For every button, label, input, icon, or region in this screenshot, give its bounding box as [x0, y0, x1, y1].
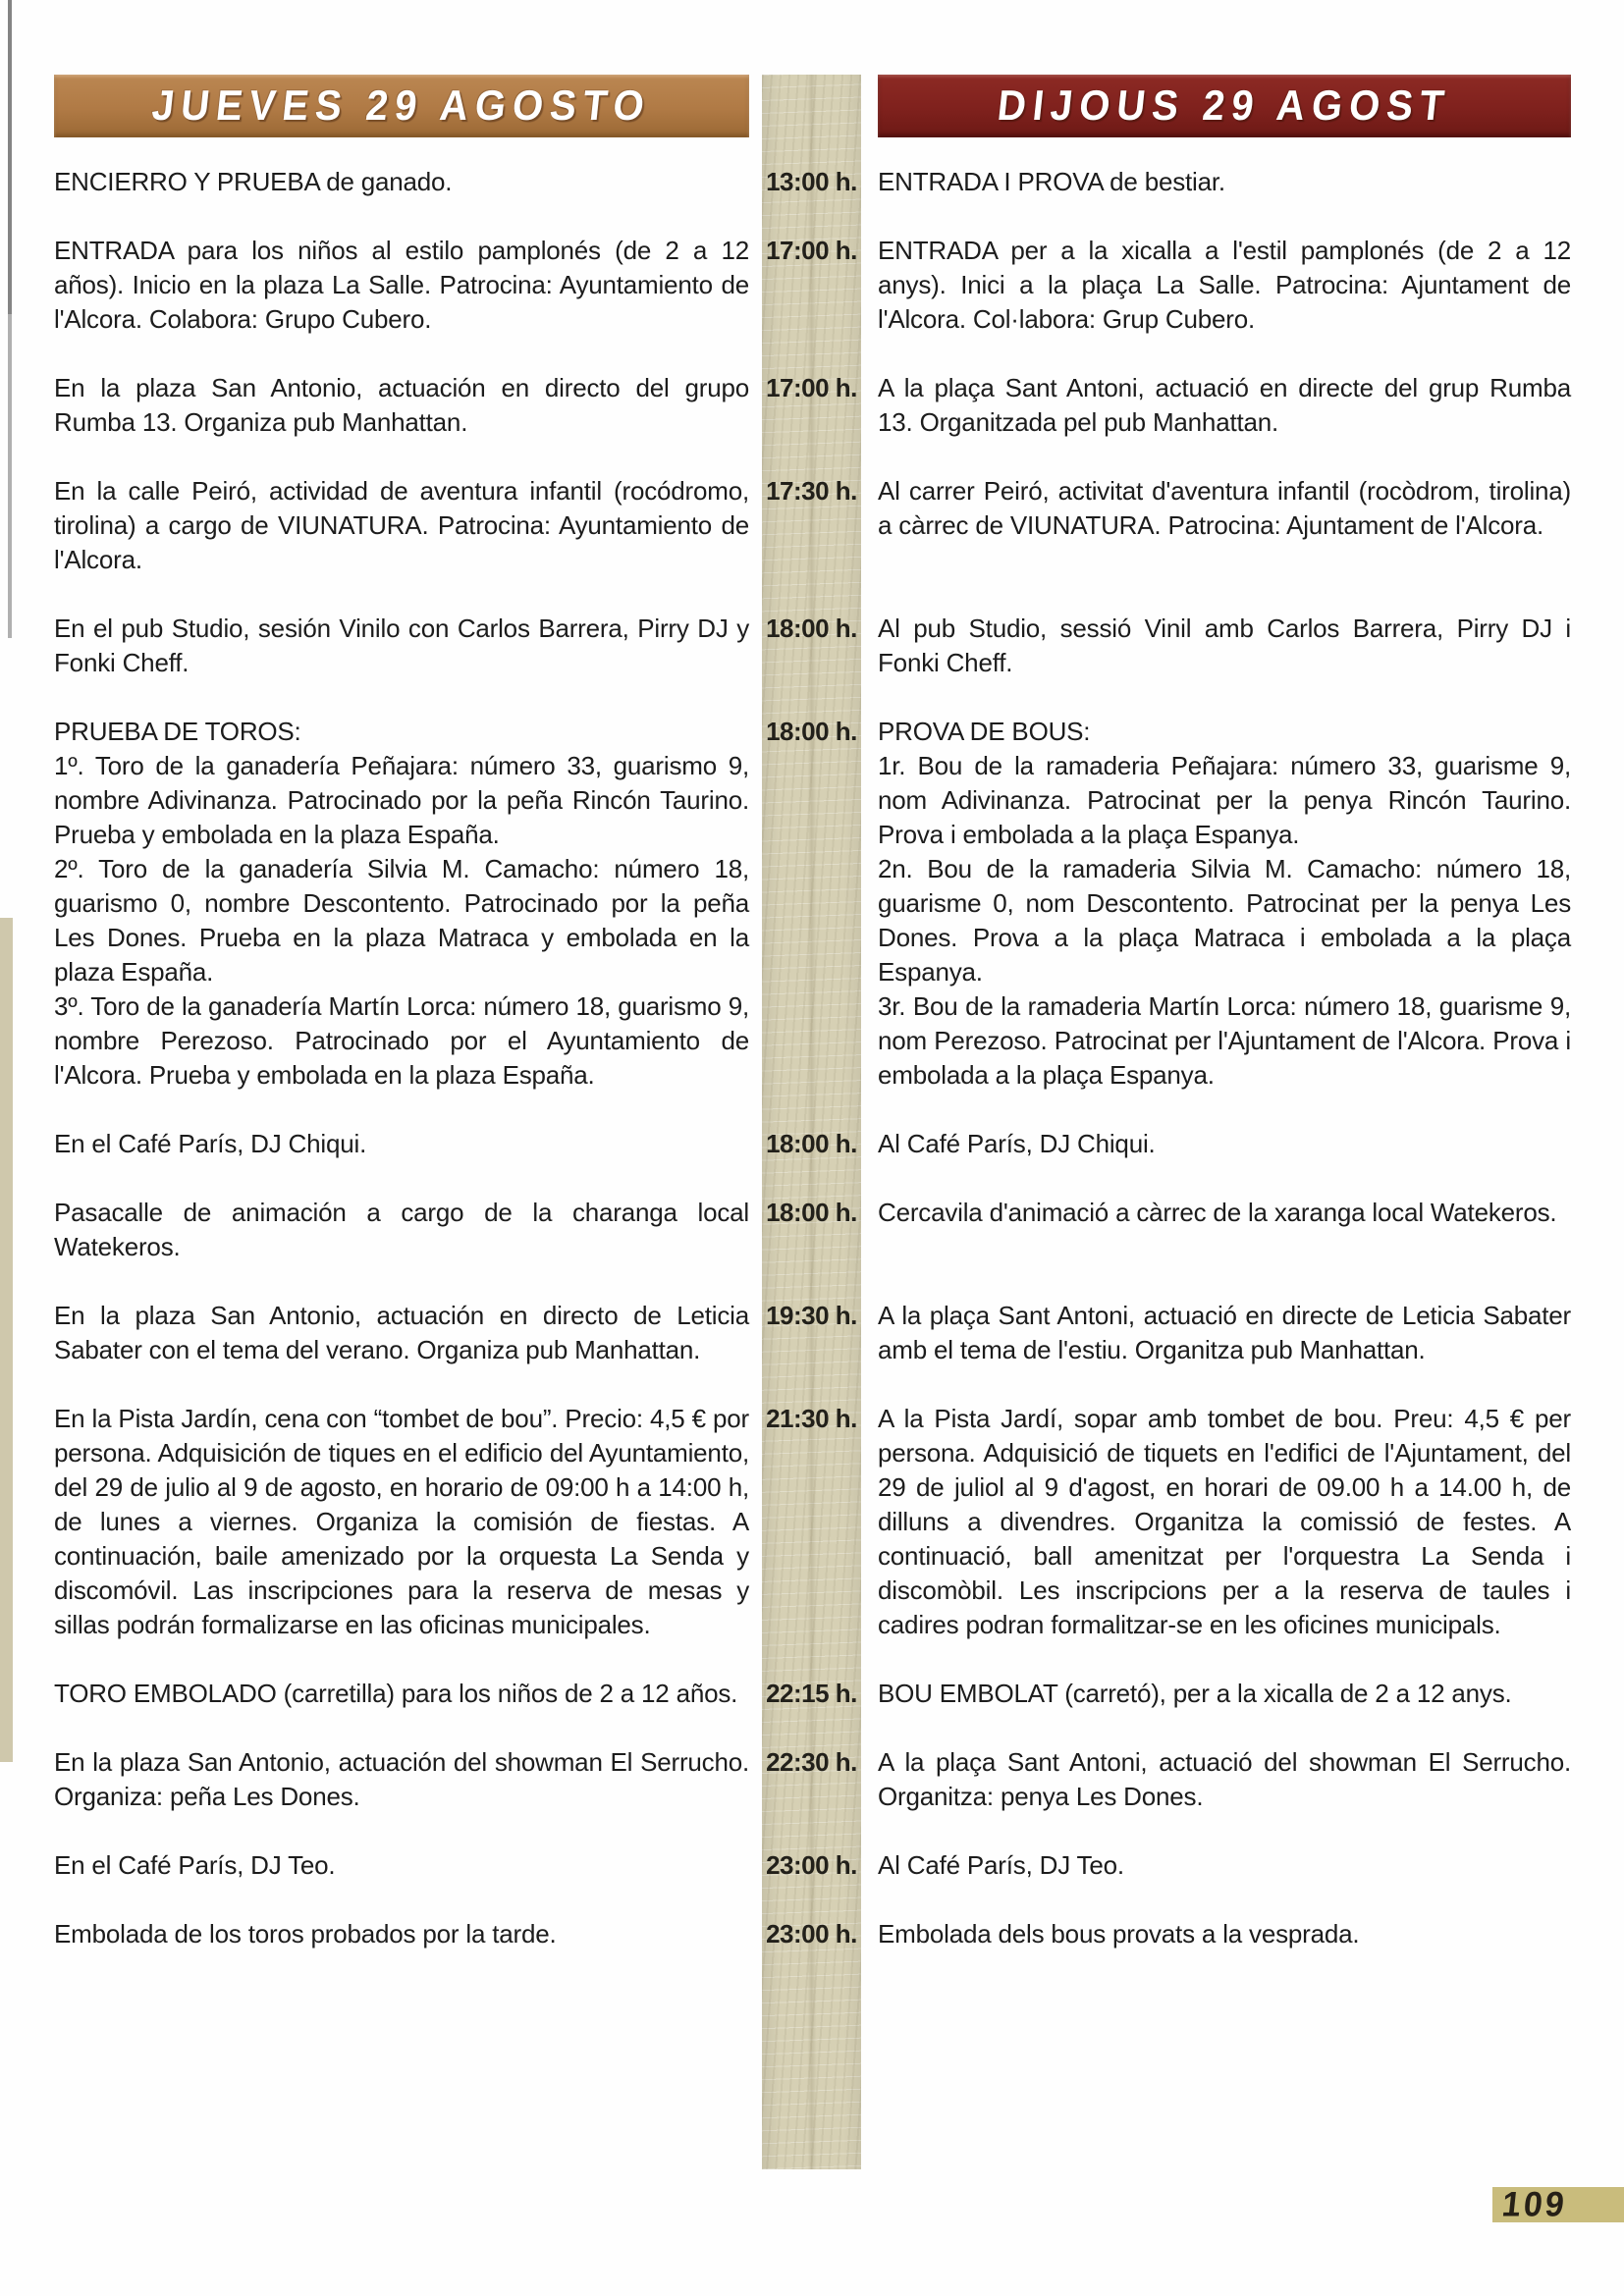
- header-banner-spanish: [54, 75, 749, 137]
- event-text-va: Al Café París, DJ Chiqui.: [878, 1129, 1156, 1158]
- page-number: 109: [1499, 2185, 1569, 2224]
- event-time: 17:30 h.: [766, 476, 857, 506]
- event-text-es: En la plaza San Antonio, actuación en directo del grupo Rumba 13. Organiza pub Manhattan.: [54, 373, 749, 437]
- event-text-va: ENTRADA per a la xicalla a l'estil pamplonés (de 2 a 12 anys). Inici a la plaça La Salle. Patrocina: Ajuntament de l'Alcora. Col·labora: Grup Cubero.: [878, 236, 1571, 334]
- event-text-es: En el Café París, DJ Teo.: [54, 1850, 336, 1880]
- event-time: 17:00 h.: [766, 373, 857, 402]
- event-text-es: ENTRADA para los niños al estilo pamplonés (de 2 a 12 años). Inicio en la plaza La Salle. Patrocina: Ayuntamiento de l'Alcora. Colabora: Grupo Cubero.: [54, 236, 749, 334]
- scan-edge-artifact: [8, 314, 12, 638]
- event-time: 23:00 h.: [766, 1919, 857, 1949]
- event-time: 22:30 h.: [766, 1747, 857, 1777]
- event-text-va: PROVA DE BOUS:: [878, 717, 1091, 746]
- event-text-es: En la plaza San Antonio, actuación en directo de Leticia Sabater con el tema del verano. Organiza pub Manhattan.: [54, 1301, 749, 1364]
- event-text-va: Embolada dels bous provats a la vesprada.: [878, 1919, 1360, 1949]
- event-text-va: A la plaça Sant Antoni, actuació del showman El Serrucho. Organitza: penya Les Dones.: [878, 1747, 1571, 1811]
- event-text-es: PRUEBA DE TOROS:: [54, 717, 301, 746]
- event-text-es: En la plaza San Antonio, actuación del showman El Serrucho. Organiza: peña Les Dones.: [54, 1747, 749, 1811]
- event-time: [762, 749, 861, 852]
- event-time: 21:30 h.: [766, 1404, 857, 1433]
- event-time: 18:00 h.: [766, 717, 857, 746]
- event-text-es: Embolada de los toros probados por la tarde.: [54, 1919, 557, 1949]
- event-time: 18:00 h.: [766, 614, 857, 643]
- event-time: 19:30 h.: [766, 1301, 857, 1330]
- event-time: 22:15 h.: [766, 1679, 857, 1708]
- event-text-es: ENCIERRO Y PRUEBA de ganado.: [54, 167, 453, 196]
- header-banner-valencian: [878, 75, 1571, 137]
- schedule-grid: [54, 75, 1571, 1986]
- event-time: 17:00 h.: [766, 236, 857, 265]
- event-text-es: En la calle Peiró, actividad de aventura infantil (rocódromo, tirolina) a cargo de VIUNATURA. Patrocina: Ayuntamiento de l'Alcora.: [54, 476, 749, 574]
- event-time: 23:00 h.: [766, 1850, 857, 1880]
- header-gap: [749, 75, 878, 137]
- event-text-va: Al Café París, DJ Teo.: [878, 1850, 1124, 1880]
- event-text-va: 1r. Bou de la ramaderia Peñajara: número 33, guarisme 9, nom Adivinanza. Patrocinat per la penya Rincón Taurino. Prova i embolada a la plaça Espanya.: [878, 751, 1571, 849]
- event-text-es: En el pub Studio, sesión Vinilo con Carlos Barrera, Pirry DJ y Fonki Cheff.: [54, 614, 749, 677]
- event-time: 18:00 h.: [766, 1129, 857, 1158]
- event-text-va: A la plaça Sant Antoni, actuació en directe de Leticia Sabater amb el tema de l'estiu. Organitza pub Manhattan.: [878, 1301, 1571, 1364]
- event-text-es: En el Café París, DJ Chiqui.: [54, 1129, 367, 1158]
- event-text-es: TORO EMBOLADO (carretilla) para los niños de 2 a 12 años.: [54, 1679, 738, 1708]
- event-text-va: 3r. Bou de la ramaderia Martín Lorca: número 18, guarisme 9, nom Perezoso. Patrocinat per l'Ajuntament de l'Alcora. Prova i embolada a la plaça Espanya.: [878, 991, 1571, 1090]
- event-text-va: BOU EMBOLAT (carretó), per a la xicalla de 2 a 12 anys.: [878, 1679, 1512, 1708]
- event-time: [762, 852, 861, 989]
- page-number-badge: [1492, 2187, 1624, 2222]
- event-time: [762, 989, 861, 1127]
- event-text-es: 1º. Toro de la ganadería Peñajara: número 33, guarismo 9, nombre Adivinanza. Patrocinado por la peña Rincón Taurino. Prueba y embolada en la plaza España.: [54, 751, 749, 849]
- event-text-va: 2n. Bou de la ramaderia Silvia M. Camacho: número 18, guarisme 0, nom Descontento. Patrocinat per la penya Les Dones. Prova a la plaça Matraca i embolada a la plaça Espanya.: [878, 854, 1571, 987]
- event-text-es: 3º. Toro de la ganadería Martín Lorca: número 18, guarismo 9, nombre Perezoso. Patrocinado por el Ayuntamiento de l'Alcora. Prueba y embolada en la plaza España.: [54, 991, 749, 1090]
- header-title-spanish: JUEVES 29 AGOSTO: [149, 81, 654, 130]
- event-text-va: Al carrer Peiró, activitat d'aventura infantil (rocòdrom, tirolina) a càrrec de VIUNATURA. Patrocina: Ajuntament de l'Alcora.: [878, 476, 1571, 540]
- event-time: 18:00 h.: [766, 1198, 857, 1227]
- event-text-va: A la plaça Sant Antoni, actuació en directe del grup Rumba 13. Organitzada pel pub Manhattan.: [878, 373, 1571, 437]
- event-text-es: En la Pista Jardín, cena con “tombet de bou”. Precio: 4,5 € por persona. Adquisición de tiques en el edificio del Ayuntamiento, del 29 de julio al 9 de agosto, en horario de 09:00 h a 14:00 h, de lunes a viernes. Organiza la comisión de fiestas. A continuación, baile amenizado por la orquesta La Senda y discomóvil. Las inscripciones para la reserva de mesas y sillas podrán formalizarse en las oficinas municipales.: [54, 1404, 749, 1639]
- event-text-va: A la Pista Jardí, sopar amb tombet de bou. Preu: 4,5 € per persona. Adquisició de tiquets en l'edifici de l'Ajuntament, del 29 de juliol al 9 d'agost, en horari de 09.00 h a 14.00 h, de dilluns a divendres. Organitza la comissió de festes. A continuació, ball amenitzat per l'orquestra La Senda i discomòbil. Les inscripcions per a la reserva de taules i cadires podran formalitzar-se en les oficines municipals.: [878, 1404, 1571, 1639]
- event-text-va: Al pub Studio, sessió Vinil amb Carlos Barrera, Pirry DJ i Fonki Cheff.: [878, 614, 1571, 677]
- header-title-valencian: DIJOUS 29 AGOST: [995, 81, 1454, 130]
- event-text-va: Cercavila d'animació a càrrec de la xaranga local Watekeros.: [878, 1198, 1557, 1227]
- event-text-es: Pasacalle de animación a cargo de la charanga local Watekeros.: [54, 1198, 749, 1261]
- event-text-va: ENTRADA I PROVA de bestiar.: [878, 167, 1225, 196]
- event-text-es: 2º. Toro de la ganadería Silvia M. Camacho: número 18, guarismo 0, nombre Descontento. Patrocinado por la peña Les Dones. Prueba en la plaza Matraca y embolada en la plaza España.: [54, 854, 749, 987]
- scan-edge-artifact: [0, 918, 13, 1762]
- event-time: 13:00 h.: [766, 167, 857, 196]
- scan-edge-artifact: [8, 0, 12, 314]
